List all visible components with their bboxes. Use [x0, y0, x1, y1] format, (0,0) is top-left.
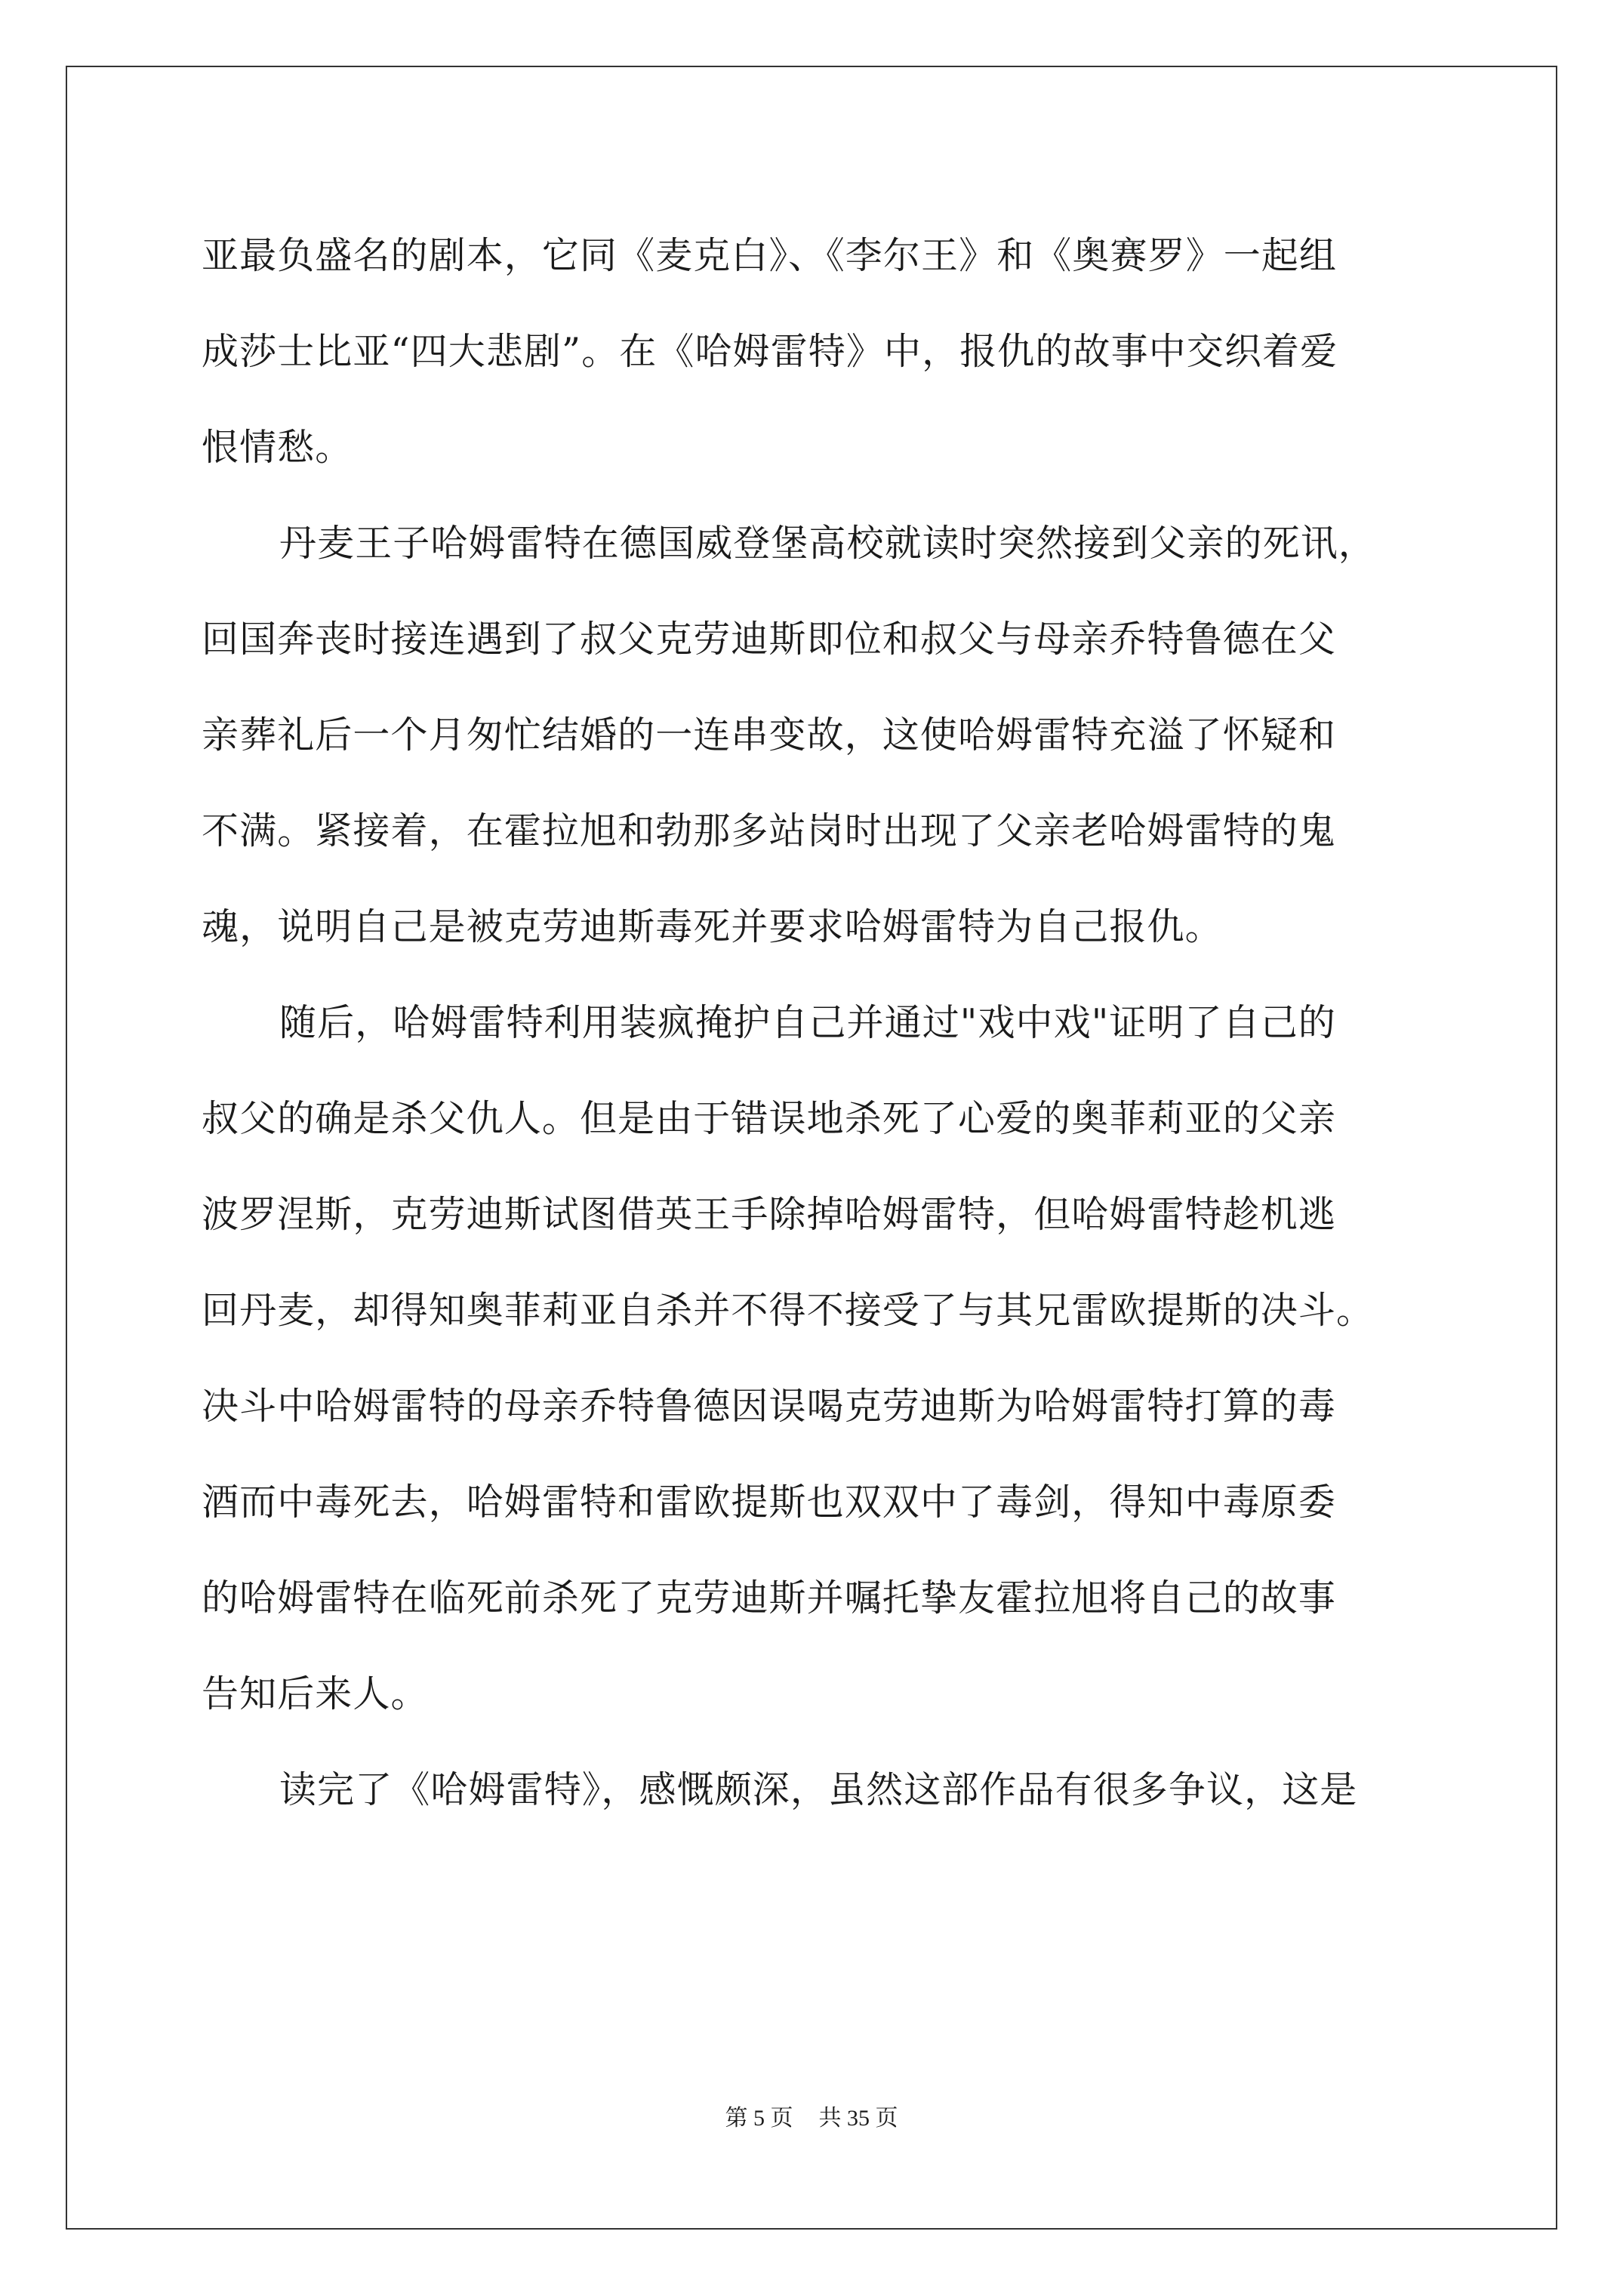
text-line: 酒而中毒死去，哈姆雷特和雷欧提斯也双双中了毒剑，得知中毒原委 [202, 1481, 1337, 1524]
text-line: 回丹麦，却得知奥菲莉亚自杀并不得不接受了与其兄雷欧提斯的决斗。 [202, 1289, 1375, 1332]
text-line: 决斗中哈姆雷特的母亲乔特鲁德因误喝克劳迪斯为哈姆雷特打算的毒 [202, 1385, 1337, 1428]
text-line: 恨情愁。 [202, 426, 353, 469]
text-line: 读完了《哈姆雷特》，感慨颇深，虽然这部作品有很多争议，这是 [279, 1768, 1358, 1811]
text-line: 亲葬礼后一个月匆忙结婚的一连串变故，这使哈姆雷特充溢了怀疑和 [202, 713, 1337, 757]
text-line: 不满。紧接着，在霍拉旭和勃那多站岗时出现了父亲老哈姆雷特的鬼 [202, 809, 1337, 852]
page-total: 共 35 页 [818, 2106, 898, 2131]
text-line: 波罗涅斯，克劳迪斯试图借英王手除掉哈姆雷特，但哈姆雷特趁机逃 [202, 1193, 1337, 1236]
text-line: 告知后来人。 [202, 1672, 429, 1715]
text-line: 亚最负盛名的剧本，它同《麦克白》、《李尔王》和《奥赛罗》一起组 [202, 234, 1338, 277]
text-line: 成莎士比亚“四大悲剧”。在《哈姆雷特》中，报仇的故事中交织着爱 [202, 330, 1338, 373]
text-line: 随后，哈姆雷特利用装疯掩护自己并通过"戏中戏"证明了自己的 [279, 1001, 1336, 1044]
text-line: 回国奔丧时接连遇到了叔父克劳迪斯即位和叔父与母亲乔特鲁德在父 [202, 618, 1337, 661]
text-line: 叔父的确是杀父仇人。但是由于错误地杀死了心爱的奥菲莉亚的父亲 [202, 1097, 1337, 1140]
page-footer [0, 2099, 1623, 2132]
body-text [202, 208, 1440, 1838]
text-line: 的哈姆雷特在临死前杀死了克劳迪斯并嘱托挚友霍拉旭将自己的故事 [202, 1576, 1337, 1620]
page-number: 第 5 页 [725, 2106, 793, 2131]
text-line: 魂，说明自己是被克劳迪斯毒死并要求哈姆雷特为自己报仇。 [202, 905, 1223, 948]
text-line: 丹麦王子哈姆雷特在德国威登堡高校就读时突然接到父亲的死讯， [279, 522, 1376, 565]
